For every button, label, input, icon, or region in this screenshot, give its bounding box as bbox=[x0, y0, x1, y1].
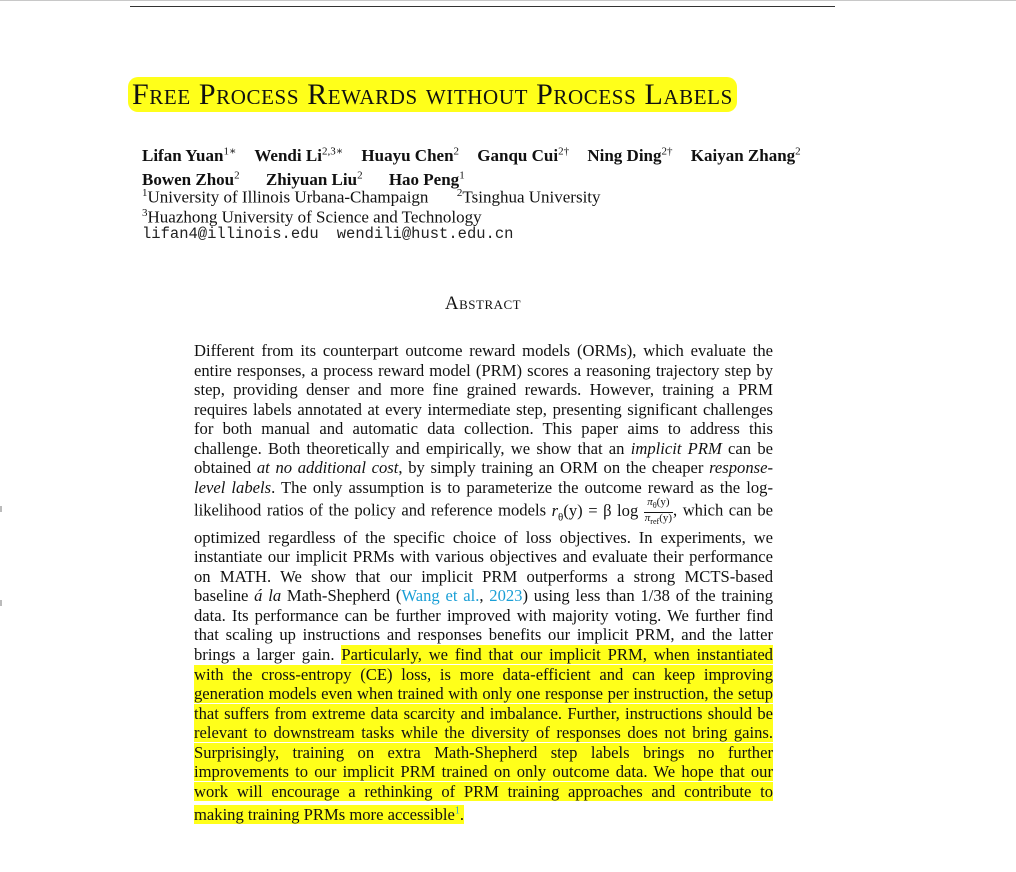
author: Zhiyuan Liu$^2$ bbox=[265, 169, 363, 190]
formula: $r_\theta(y) = \beta$ log $\pi_\theta(y)$ $\pi_{ref}(y)$ bbox=[551, 496, 673, 526]
author-emails bbox=[142, 225, 531, 243]
margin-mark bbox=[0, 600, 2, 606]
author: Wendi $Li^{2,3∗}$ bbox=[254, 145, 344, 165]
highlighted-text: Particularly, we find that our implicit PRM, when instantiated with the cross-entropy (CE) loss, is more data-efficient and can keep improving generation models even when trained with only one response per instruction, the setup that suffers from extreme data scarcity and imbalance. Further, instructions should be relevant to downstream tasks while the diversity of responses does not bring gains. Surprisingly, training on extra Math-Shepherd step labels brings no further improvements to our implicit PRM trained on only outcome data. We hope that our work will encourage a rethinking of PRM training approaches and contribute to making training PRMs more accessible$^1$. bbox=[194, 645, 773, 824]
abstract-heading: Abstract bbox=[444, 293, 522, 314]
margin-mark bbox=[0, 506, 2, 512]
email: wendili@hust.edu.cn bbox=[336, 225, 514, 243]
affiliation-line-1: $^1$University of Illinois Urbana-Champaign $^2$Tsinghua University bbox=[142, 187, 601, 207]
page-top-edge bbox=[0, 0, 1016, 1]
author-row-1 bbox=[142, 141, 801, 166]
author: Hao Peng$^1$ bbox=[388, 169, 465, 190]
affiliation-line-2: $^3$Huazhong University of Science and Technology bbox=[142, 207, 482, 227]
footnote-link[interactable]: 1 bbox=[454, 805, 460, 817]
author: Bowen Zhou$^2$ bbox=[142, 169, 240, 190]
author: Ganqu Cui$^{2\dagger}$ bbox=[477, 145, 570, 165]
header-rule bbox=[130, 6, 835, 7]
author: Huayu Chen$^2$ bbox=[361, 145, 460, 165]
paper-title: Free Process Rewards without Process Labels bbox=[128, 78, 836, 112]
author: Ning Ding$^{2\dagger}$ bbox=[587, 145, 673, 165]
citation-link[interactable]: Wang et al., 2023 bbox=[401, 586, 523, 606]
author: Kaiyan Zhang$^2$ bbox=[690, 145, 801, 165]
author: Lifan Yuan$^{1∗}$ bbox=[142, 145, 237, 165]
email: lifan4@illinois.edu bbox=[142, 225, 319, 243]
abstract-body: Different from its counterpart outcome reward models (ORMs), which evaluate the entire responses, a process reward model (PRM) scores a reasoning trajectory step by step, providing denser and more fine grained rewards. However, training a PRM requires labels annotated at every intermediate step, presenting significant challenges for both manual and automatic data collection. This paper aims to address this challenge. Both theoretically and empirically, we show that an implicit PRM can be obtained at no additional cost, by simply training an ORM on the cheaper response-level labels. The only assumption is to parameterize the outcome reward as the log-likelihood ratios of the policy and reference models $r_\theta(y) = \beta$ log $\pi_\theta(y)$ $\pi_{ref}(y)$ , which can be optimized regardless of the specific choice of loss objectives. In experiments, we instantiate our implicit PRMs with various objectives and evaluate their performance on MATH. We show that our implicit PRM outperforms a strong MCTS-based baseline á la Math-Shepherd (Wang et al., 2023) using less than 1/38 of the training data. Its performance can be further improved with majority voting. We further find that scaling up instructions and responses benefits our implicit PRM, and the latter brings a larger gain. Particularly, we find that our implicit PRM, when instantiated with the cross-entropy (CE) loss, is more data-efficient and can keep improving generation models even when trained with only one response per instruction, the setup that suffers from extreme data scarcity and imbalance. Further, instructions should be relevant to downstream tasks while the diversity of responses does not bring gains. Surprisingly, training on extra Math-Shepherd step labels brings no further improvements to our implicit PRM trained on only outcome data. We hope that our work will encourage a rethinking of PRM training approaches and contribute to making training PRMs more accessible$^1$. bbox=[194, 341, 773, 824]
